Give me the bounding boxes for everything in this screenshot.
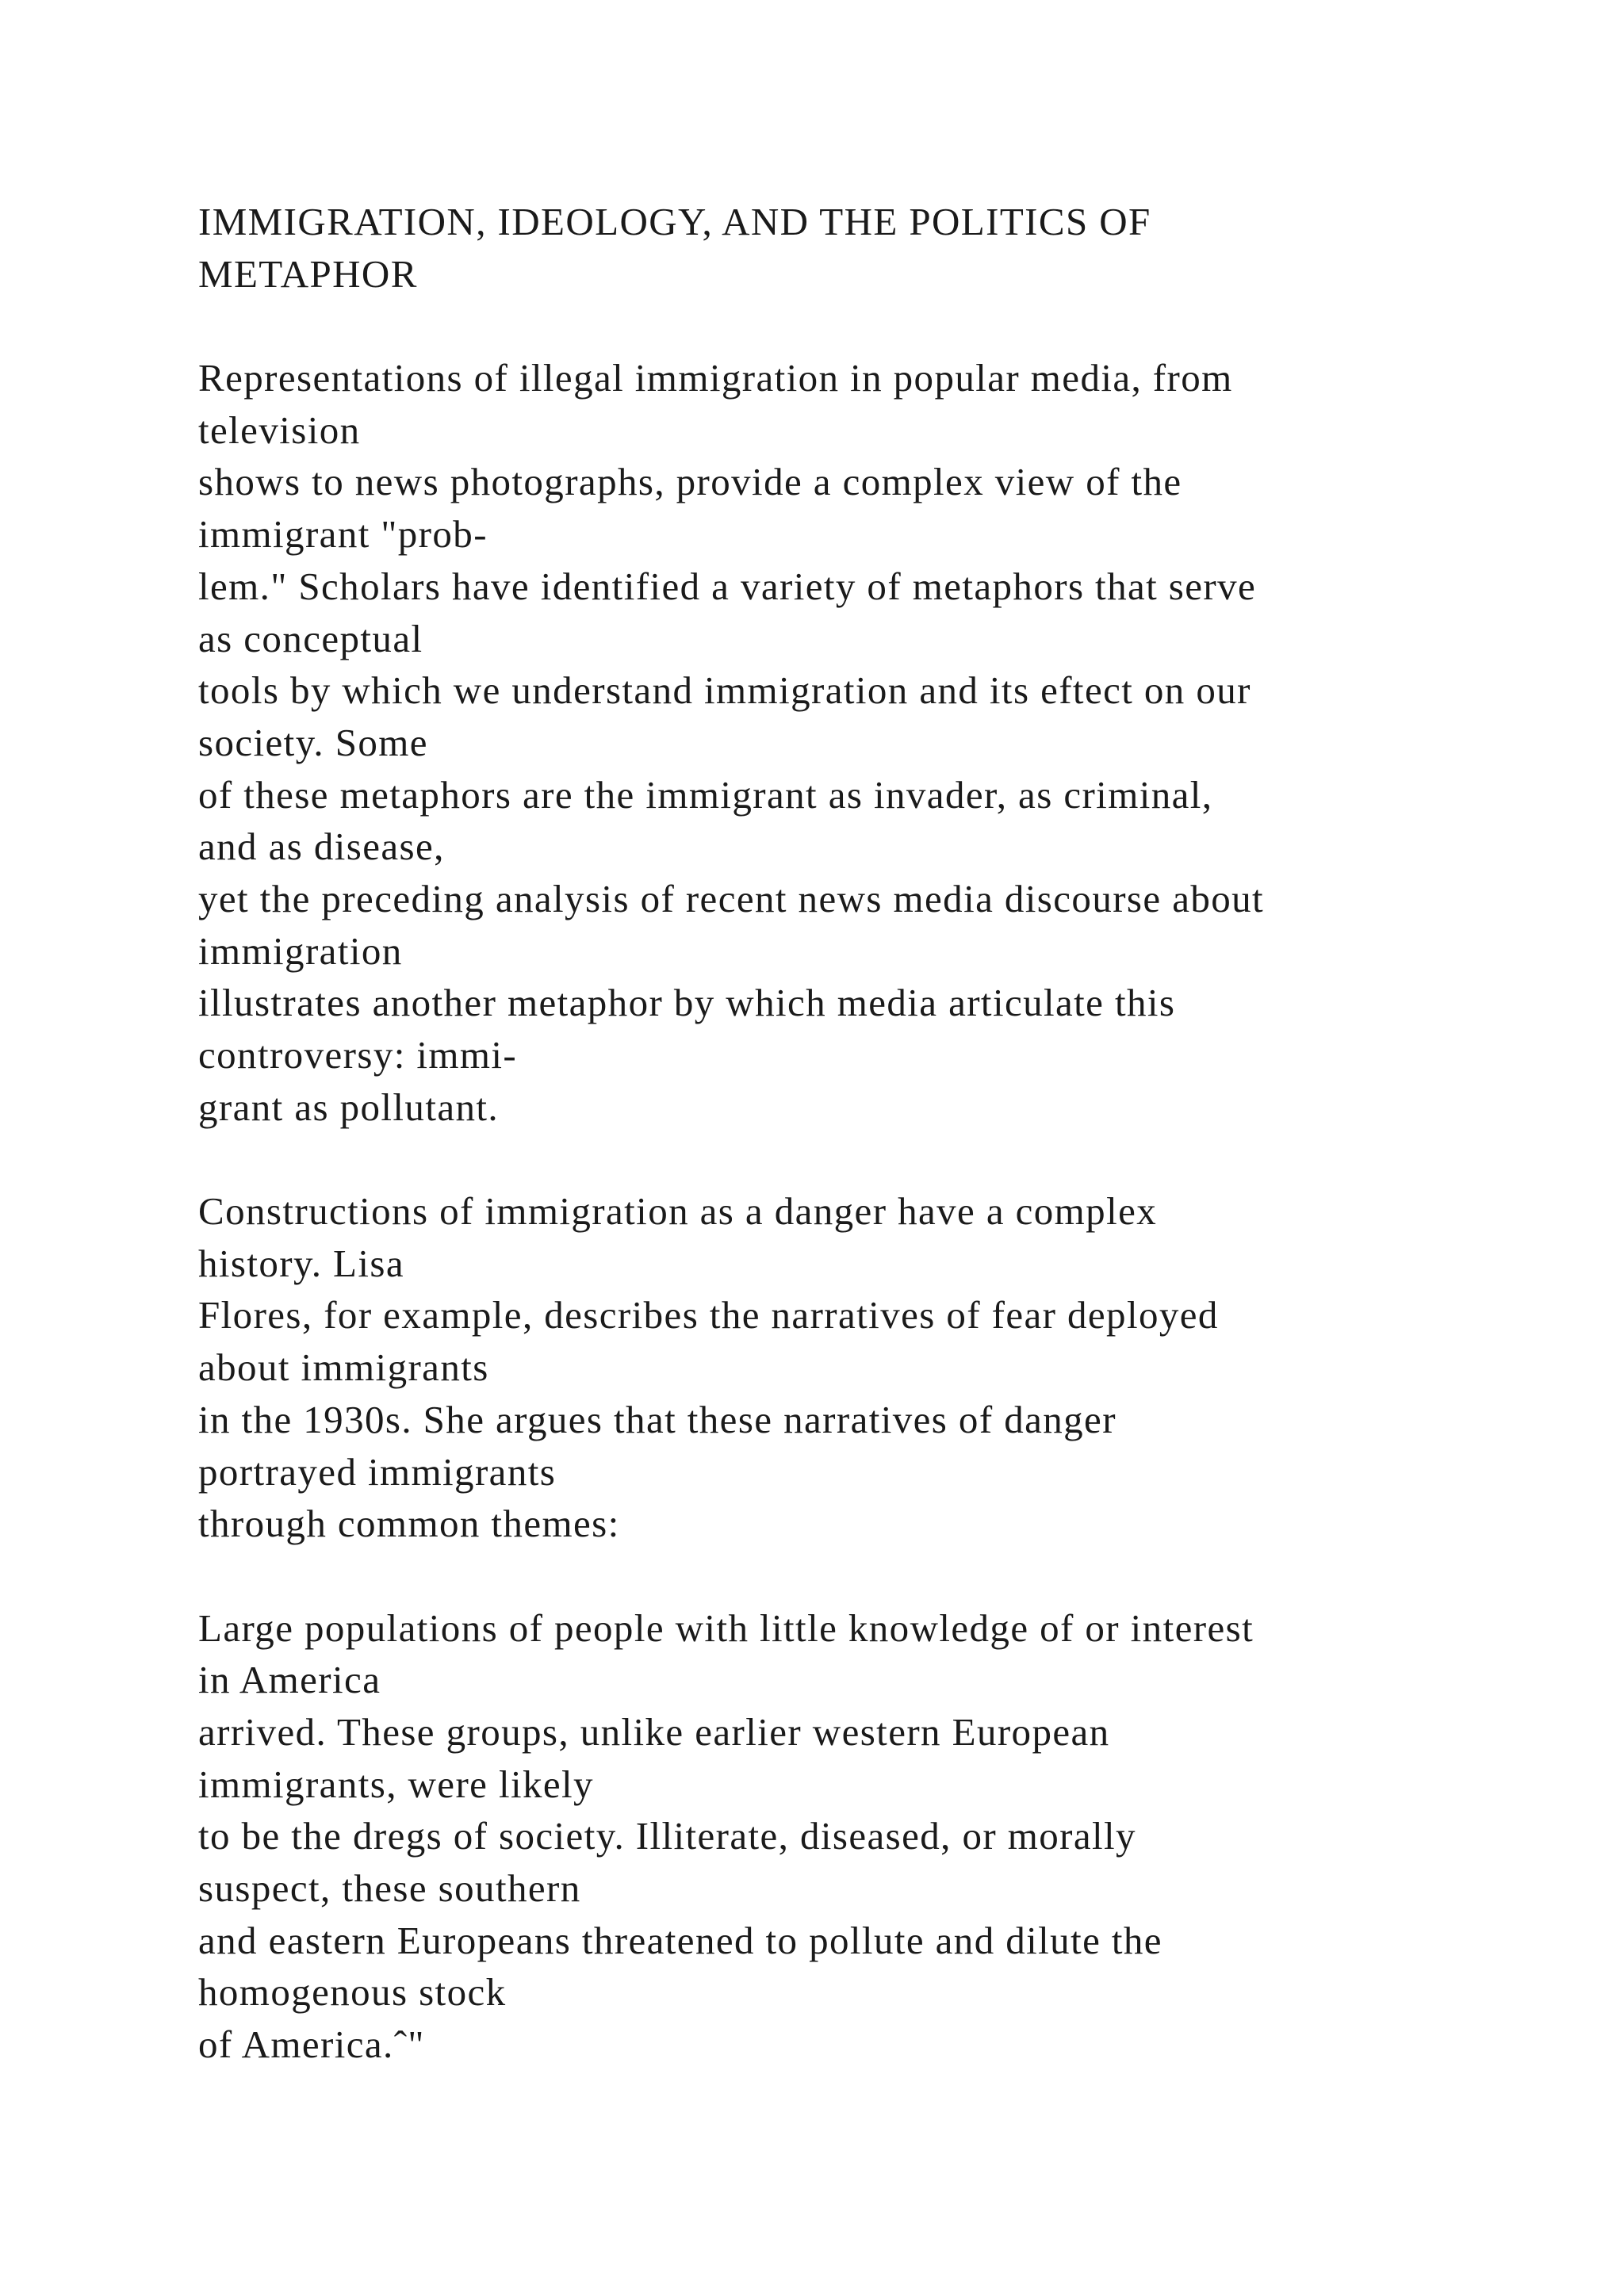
text-line: in the 1930s. She argues that these narratives of danger [198,1397,1116,1441]
paragraph-spacer [198,1550,1467,1602]
text-line: grant as pollutant. [198,1085,500,1129]
text-line: Constructions of immigration as a danger have a complex [198,1189,1158,1234]
text-line: to be the dregs of society. Illiterate, diseased, or morally [198,1814,1136,1858]
text-line: yet the preceding analysis of recent news media discourse about [198,876,1265,920]
text-line: illustrates another metaphor by which media articulate this [198,981,1176,1025]
text-line: and as disease, [198,825,445,869]
text-line: Large populations of people with little knowledge of or interest [198,1605,1254,1650]
document-title [198,196,1467,300]
text-line: history. Lisa [198,1241,404,1285]
text-line: arrived. These groups, unlike earlier western European [198,1709,1110,1754]
document-body [198,196,1467,2071]
text-line: television [198,408,361,452]
text-line: through common themes: [198,1502,620,1546]
text-line: immigrant "prob- [198,512,488,557]
paragraph-spacer [198,1133,1467,1185]
title-line: METAPHOR [198,251,418,296]
paragraph-1 [198,352,1467,1133]
text-line: shows to news photographs, provide a complex view of the [198,460,1182,504]
text-line: about immigrants [198,1345,489,1390]
paragraph-2 [198,1185,1467,1550]
text-line: portrayed immigrants [198,1449,557,1494]
text-line: lem." Scholars have identified a variety of metaphors that serve [198,564,1257,608]
text-line: Flores, for example, describes the narratives of fear deployed [198,1293,1219,1337]
paragraph-spacer [198,300,1467,352]
text-line: immigration [198,928,403,973]
text-line: tools by which we understand immigration and its eftect on our [198,668,1251,713]
title-line: IMMIGRATION, IDEOLOGY, AND THE POLITICS OF [198,200,1151,243]
text-line: of these metaphors are the immigrant as invader, as criminal, [198,772,1213,817]
paragraph-3-quotation [198,1602,1467,2071]
text-line: immigrants, were likely [198,1762,594,1806]
text-line: suspect, these southern [198,1866,581,1910]
text-line: as conceptual [198,616,423,660]
text-line: in America [198,1658,381,1702]
text-line: and eastern Europeans threatened to pollute and dilute the [198,1918,1162,1962]
text-line: homogenous stock [198,1970,507,2015]
text-line: society. Some [198,720,428,764]
text-line: of America.ˆ" [198,2022,425,2067]
text-line: Representations of illegal immigration in popular media, from [198,356,1233,400]
text-line: controversy: immi- [198,1033,518,1077]
